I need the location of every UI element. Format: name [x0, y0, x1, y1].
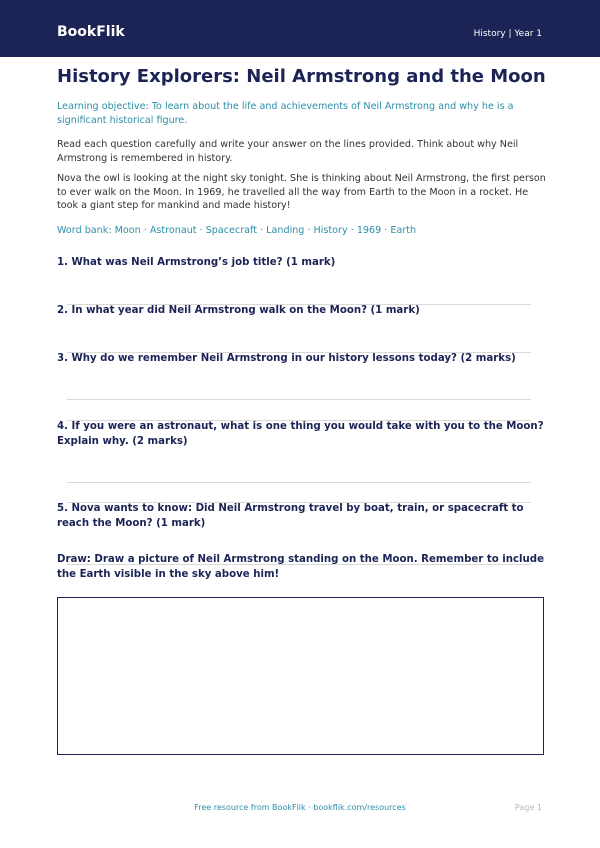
instructions-text: Read each question carefully and write your answer on the lines provided. Think about why Neil Armstrong is remembered in history.: [57, 139, 519, 164]
answer-line-3a[interactable]: [67, 399, 531, 400]
question-5: 5. Nova wants to know: Did Neil Armstrong travel by boat, train, or spacecraft to reach the Moon? (1 mark): [57, 503, 524, 529]
page-number: Page 1: [515, 803, 542, 812]
answer-line-4a[interactable]: [67, 482, 531, 483]
learning-objective: Learning objective: To learn about the life and achievements of Neil Armstrong and why he is a significant historical figure.: [57, 101, 514, 126]
footer-text: Free resource from BookFlik · bookflik.com/resources: [194, 803, 406, 812]
brand-logo: BookFlik: [57, 24, 125, 40]
question-3: 3. Why do we remember Neil Armstrong in our history lessons today? (2 marks): [57, 353, 516, 364]
header-bar: [0, 0, 600, 57]
subject-year-label: History | Year 1: [473, 29, 542, 39]
drawing-box[interactable]: [57, 597, 544, 755]
question-4: 4. If you were an astronaut, what is one thing you would take with you to the Moon? Explain why. (2 marks): [57, 421, 544, 447]
question-1: 1. What was Neil Armstrong’s job title? (1 mark): [57, 257, 336, 268]
draw-prompt: Draw: Draw a picture of Neil Armstrong standing on the Moon. Remember to include the Earth visible in the sky above him!: [57, 554, 544, 580]
story-text: Nova the owl is looking at the night sky tonight. She is thinking about Neil Armstrong, the first person to ever walk on the Moon. In 1969, he travelled all the way from Earth to the Moon in a rocket. He took a giant step for mankind and made history!: [57, 173, 546, 211]
question-2: 2. In what year did Neil Armstrong walk on the Moon? (1 mark): [57, 305, 420, 316]
page-title: History Explorers: Neil Armstrong and the Moon: [57, 66, 546, 87]
word-bank: Word bank: Moon · Astronaut · Spacecraft · Landing · History · 1969 · Earth: [57, 225, 417, 236]
